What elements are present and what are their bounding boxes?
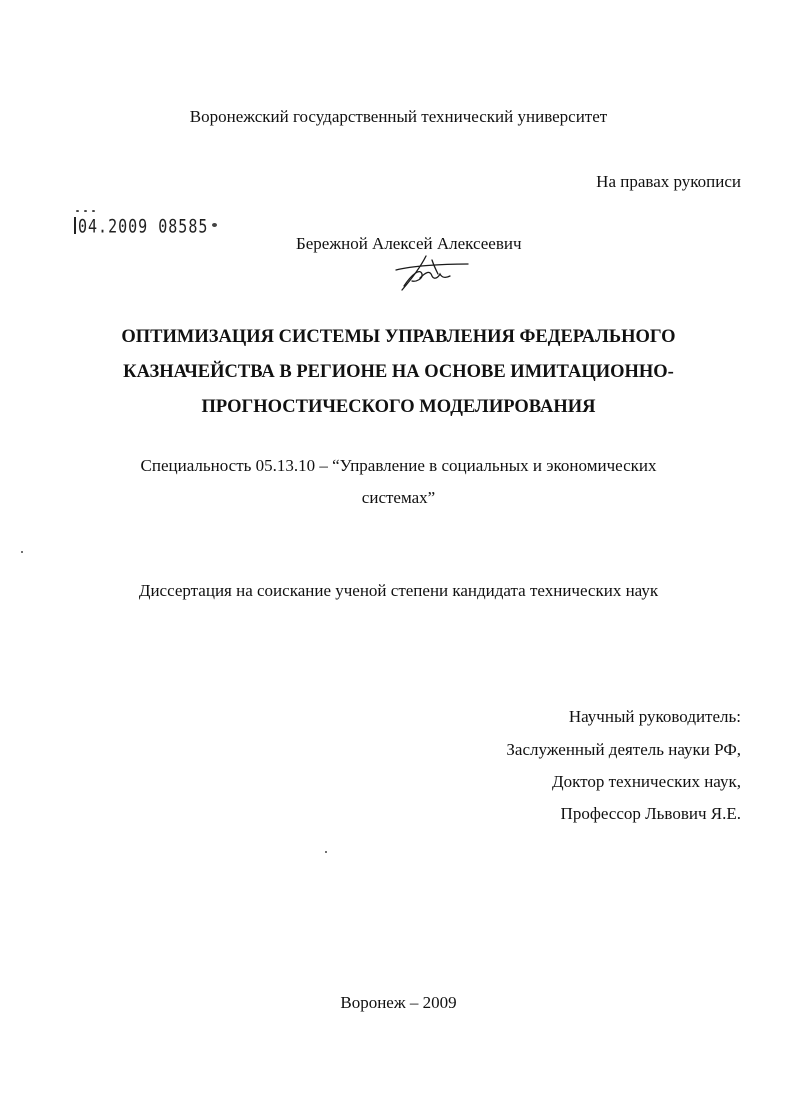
scan-speck [325,851,327,853]
author-name: Бережной Алексей Алексеевич [296,234,522,253]
specialty-line-1: Специальность 05.13.10 – “Управление в социальных и экономических [140,456,657,475]
supervisor-heading: Научный руководитель: [568,707,741,726]
supervisor-title-2: Доктор технических наук, [552,772,741,791]
signature-icon [392,252,472,296]
rights-note: На правах рукописи [596,172,741,191]
supervisor-title-1: Заслуженный деятель науки РФ, [506,740,741,759]
stamp-bar [74,217,76,234]
registration-stamp: 04.2009 08585 [78,215,209,238]
specialty-line-2: системах” [361,488,436,507]
supervisor-name: Профессор Львович Я.Е. [560,804,741,823]
stamp-mark [92,210,95,212]
stamp-mark [76,210,79,212]
university-name: Воронежский государственный технический университет [189,107,608,126]
title-line-1: ОПТИМИЗАЦИЯ СИСТЕМЫ УПРАВЛЕНИЯ ФЕДЕРАЛЬНОГО [121,327,676,347]
title-line-3: ПРОГНОСТИЧЕСКОГО МОДЕЛИРОВАНИЯ [201,397,596,417]
stamp-dot [212,223,217,227]
dissertation-type: Диссертация на соискание ученой степени кандидата технических наук [138,581,659,600]
city-year: Воронеж – 2009 [340,993,457,1012]
stamp-mark [84,210,87,212]
scan-speck [21,551,23,553]
dissertation-title [60,320,737,425]
title-line-2: КАЗНАЧЕЙСТВА В РЕГИОНЕ НА ОСНОВЕ ИМИТАЦИОННО- [123,362,674,382]
